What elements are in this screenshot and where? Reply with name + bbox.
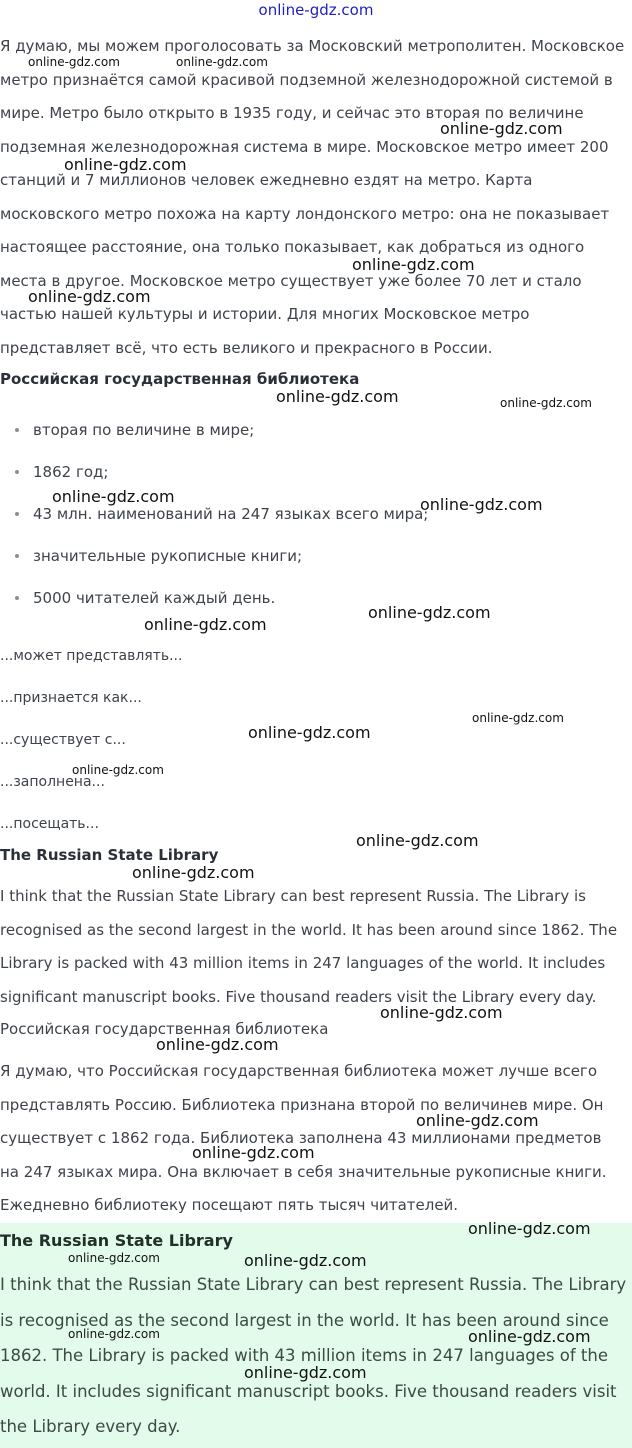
answer-paragraph: I think that the Russian State Library can best represent Russia. The Library is recognised as the second largest in the world. It has been around since 1862. The Library is packed with 43 million items in 247 languages of the world. It includes significant manuscript books. Five thousand readers visit the Library every day. — [0, 1275, 627, 1436]
watermark: online-gdz.com — [72, 763, 164, 777]
phrase-item: ...признается как... — [0, 690, 142, 706]
watermark: online-gdz.com — [144, 615, 267, 634]
watermark: online-gdz.com — [468, 1219, 591, 1238]
bullet-dot-icon — [15, 596, 19, 600]
phrase-item: ...может представлять... — [0, 648, 183, 664]
watermark: online-gdz.com — [500, 396, 592, 410]
watermark: online-gdz.com — [132, 863, 255, 882]
watermark: online-gdz.com — [52, 487, 175, 506]
watermark: online-gdz.com — [356, 831, 479, 850]
en-block-paragraph: I think that the Russian State Library can best represent Russia. The Library is recognised as the second largest in the world. It has been around since 1862. The Library is packed with 43 million items in 247 languages of the world. It includes significant manuscript books. Five thousand readers visit the Library every day. — [0, 887, 618, 1006]
list-item: 1862 год; — [0, 453, 632, 495]
bullet-dot-icon — [15, 554, 19, 558]
phrase-item: ...существует с... — [0, 732, 126, 748]
watermark: online-gdz.com — [472, 711, 564, 725]
watermark: online-gdz.com — [368, 603, 491, 622]
watermark: online-gdz.com — [28, 55, 120, 69]
watermark: online-gdz.com — [468, 1327, 591, 1346]
watermark: online-gdz.com — [68, 1327, 160, 1341]
bullet-dot-icon — [15, 428, 19, 432]
watermark: online-gdz.com — [176, 55, 268, 69]
list-item: 43 млн. наименований на 247 языках всего мира; — [0, 495, 632, 537]
watermark: online-gdz.com — [276, 387, 399, 406]
watermark: online-gdz.com — [380, 1003, 503, 1022]
watermark: online-gdz.com — [192, 1143, 315, 1162]
watermark: online-gdz.com — [156, 1035, 279, 1054]
phrases-list — [0, 638, 182, 848]
library-section-heading: Российская государственная библиотека — [0, 370, 360, 388]
phrase-item: ...заполнена... — [0, 774, 105, 790]
watermark: online-gdz.com — [440, 119, 563, 138]
watermark: online-gdz.com — [420, 495, 543, 514]
ru-block-paragraph: Я думаю, что Российская государственная библиотека может лучше всего представлять Россию. Библиотека признана второй по величинев мире. Он существует с 1862 года. Библиотека заполнена 43 миллионами предметов на 247 языках мира. Она включает в себя значительные рукописные книги. Ежедневно библиотеку посещают пять тысяч читателей. — [0, 1062, 607, 1214]
watermark: online-gdz.com — [244, 1363, 367, 1382]
list-item: 5000 читателей каждый день. — [0, 579, 632, 621]
ru-intro-paragraph: Я думаю, мы можем проголосовать за Московский метрополитен. Московское метро признаётся самой красивой подземной железнодорожной системой в мире. Метро было открыто в 1935 году, и сейчас это вторая по величине подземная железнодорожная система в мире. Московское метро имеет 200 станций и 7 миллионов человек ежедневно ездят на метро. Карта московского метро похожа на карту лондонского метро: она не показывает настоящее расстояние, она только показывает, как добраться из одного места в другое. Московское метро существует уже более 70 лет и стало частью нашей культуры и истории. Для многих Московское метро представляет всё, что есть великого и прекрасного в России. — [0, 37, 625, 357]
watermark: online-gdz.com — [352, 255, 475, 274]
watermark: online-gdz.com — [64, 155, 187, 174]
watermark: online-gdz.com — [248, 723, 371, 742]
watermark: online-gdz.com — [244, 1251, 367, 1270]
list-item: значительные рукописные книги; — [0, 537, 632, 579]
watermark: online-gdz.com — [28, 287, 151, 306]
answer-heading: The Russian State Library — [0, 1231, 233, 1250]
library-facts-list — [0, 411, 632, 621]
bullet-dot-icon — [15, 512, 19, 516]
phrase-item: ...посещать... — [0, 816, 99, 832]
site-header-link[interactable]: online-gdz.com — [258, 1, 374, 19]
en-block-heading: The Russian State Library — [0, 846, 219, 864]
list-item: вторая по величине в мире; — [0, 411, 632, 453]
watermark: online-gdz.com — [68, 1251, 160, 1265]
bullet-dot-icon — [15, 470, 19, 474]
ru-block-heading: Российская государственная библиотека — [0, 1020, 329, 1038]
watermark: online-gdz.com — [416, 1111, 539, 1130]
